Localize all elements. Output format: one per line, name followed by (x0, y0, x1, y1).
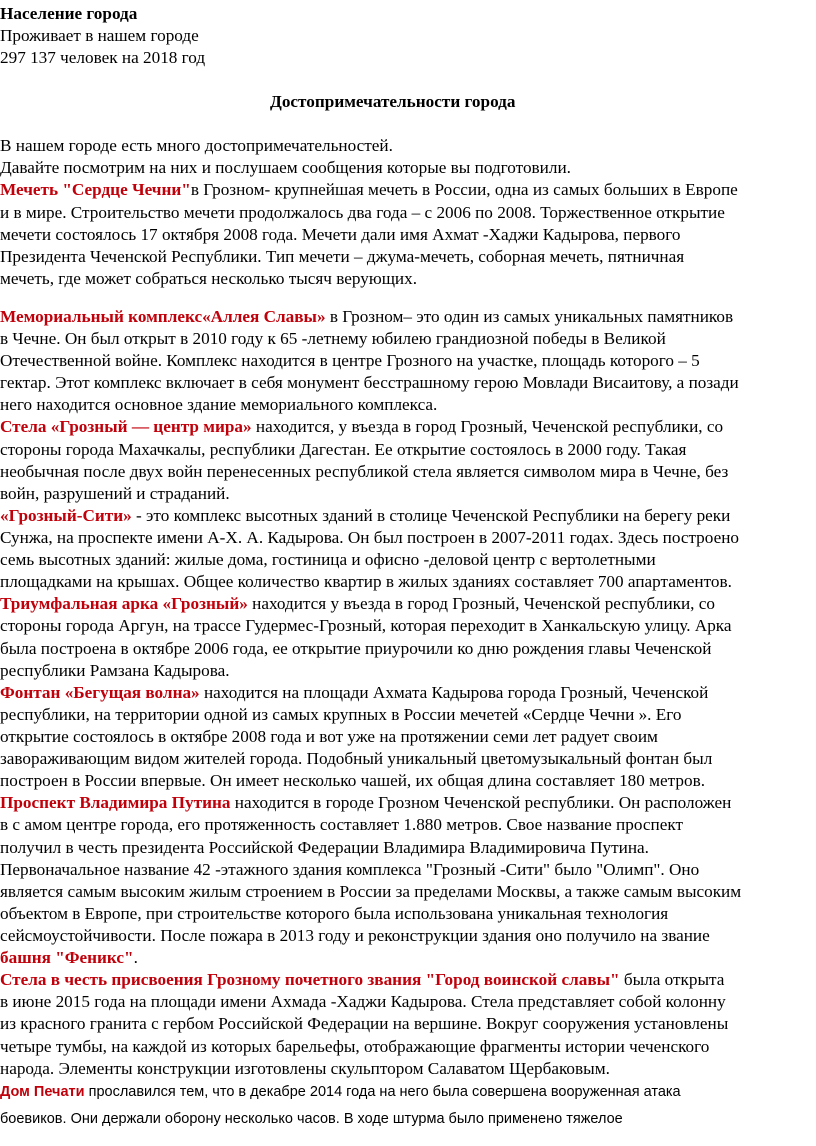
city-line: площадками на крышах. Общее количество квартир в жилых зданиях составляет 700 апартаментов. (0, 572, 732, 591)
memorial-line: него находится основное здание мемориального комплекса. (0, 395, 438, 414)
mosque-line: мечеть, где может собраться несколько тысяч верующих. (0, 269, 418, 288)
fountain-line: открытие состоялось в октябре 2008 года и вот уже на протяжении семи лет радует своим (0, 727, 658, 746)
population-heading: Население города (0, 4, 138, 23)
memorial-title: Мемориальный комплекс«Аллея Славы» (0, 307, 326, 326)
stele-peace-line: стороны города Махачкалы, республики Дагестан. Ее открытие состоялось в 2000 году. Такая (0, 440, 687, 459)
mosque-line: и в мире. Строительство мечети продолжалось два года – с 2006 по 2008. Торжественное открытие (0, 203, 725, 222)
fountain-line: построен в России впервые. Он имеет несколько чашей, их общая длина составляет 180 метров. (0, 771, 705, 790)
stele-peace-line: Стела «Грозный — центр мира» находится, у въезда в город Грозный, Чеченской республики, со (0, 417, 724, 436)
memorial-line: гектар. Этот комплекс включает в себя монумент бесстрашному герою Мовлади Висаитову, а позади (0, 373, 739, 392)
fountain-line: республики, на территории одной из самых крупных в России мечетей «Сердце Чечни ». Его (0, 705, 682, 724)
mosque-title: Мечеть "Сердце Чечни" (0, 180, 191, 199)
population-line: 297 137 человек на 2018 год (0, 48, 206, 67)
fountain-title: Фонтан «Бегущая волна» (0, 683, 200, 702)
city-line: «Грозный-Сити» - это комплекс высотных зданий в столице Чеченской Республики на берегу реки (0, 506, 731, 525)
prospect-line: в с амом центре города, его протяженность составляет 1.880 метров. Свое название проспект (0, 815, 683, 834)
intro-line: Давайте посмотрим на них и послушаем сообщения которые вы подготовили. (0, 158, 571, 177)
fountain-line: завораживающим видом жителей города. Подобный уникальный цветомузыкальный фонтан был (0, 749, 713, 768)
stele-glory-title: Стела в честь присвоения Грозному почетного звания "Город воинской славы" (0, 970, 620, 989)
stele-glory-line: Стела в честь присвоения Грозному почетного звания "Город воинской славы" была открыта (0, 970, 725, 989)
stele-peace-line: войн, разрушений и страданий. (0, 484, 230, 503)
intro-line: В нашем городе есть много достопримечательностей. (0, 136, 393, 155)
arch-line: была построена в октябре 2006 года, ее открытие приурочили ко дню рождения главы Чеченской (0, 639, 712, 658)
prospect-line: сейсмоустойчивости. После пожара в 2013 году и реконструкции здания оно получило на звание (0, 926, 710, 945)
phoenix-tower-name: башня "Феникс" (0, 948, 134, 967)
memorial-line: в Чечне. Он был открыт в 2010 году к 65 -летнему юбилею грандиозной победы в Великой (0, 329, 666, 348)
memorial-line: Мемориальный комплекс«Аллея Славы» в Грозном– это один из самых уникальных памятников (0, 307, 734, 326)
stele-peace-line: необычная после двух войн перенесенных республикой стела является символом мира в Чечне, без (0, 462, 729, 481)
arch-line: республики Рамзана Кадырова. (0, 661, 230, 680)
prospect-line: объектом в Европе, при строительстве которого была использована уникальная технология (0, 904, 669, 923)
mosque-line: мечети состоялось 17 октября 2008 года. Мечети дали имя Ахмат -Хаджи Кадырова, первого (0, 225, 681, 244)
arch-line: Триумфальная арка «Грозный» находится у въезда в город Грозный, Чеченской республики, со (0, 594, 716, 613)
population-line: Проживает в нашем городе (0, 26, 199, 45)
city-line: семь высотных зданий: жилые дома, гостиница и офисно -деловой центр с вертолетными (0, 550, 656, 569)
prospect-line: получил в честь президента Российской Федерации Владимира Владимировича Путина. (0, 838, 649, 857)
stele-glory-line: в июне 2015 года на площади имени Ахмада -Хаджи Кадырова. Стела представляет собой колонну (0, 992, 726, 1011)
press-house-line: Дом Печати прославился тем, что в декабре 2014 года на него была совершена вооруженная атака (0, 1084, 681, 1100)
sights-heading: Достопримечательности города (270, 92, 516, 111)
stele-peace-title: Стела «Грозный — центр мира» (0, 417, 252, 436)
mosque-line: Мечеть "Сердце Чечни"в Грозном- крупнейшая мечеть в России, одна из самых больших в Европе (0, 180, 738, 199)
city-line: Сунжа, на проспекте имени А-Х. А. Кадырова. Он был построен в 2007-2011 годах. Здесь построено (0, 528, 740, 547)
press-house-title: Дом Печати (0, 1084, 85, 1100)
fountain-line: Фонтан «Бегущая волна» находится на площади Ахмата Кадырова города Грозный, Чеченской (0, 683, 709, 702)
prospect-line: является самым высоким жилым строением в России за пределами Москвы, а также самым высоким (0, 882, 742, 901)
mosque-line: Президента Чеченской Республики. Тип мечети – джума-мечеть, соборная мечеть, пятничная (0, 247, 685, 266)
press-house-line: боевиков. Они держали оборону несколько часов. В ходе штурма было применено тяжелое (0, 1111, 623, 1127)
city-title: «Грозный-Сити» (0, 506, 132, 525)
stele-glory-line: из красного гранита с гербом Российской Федерации на вершине. Вокруг сооружения установлены (0, 1014, 729, 1033)
memorial-line: Отечественной войне. Комплекс находится в центре Грозного на участке, площадь которого – 5 (0, 351, 700, 370)
prospect-title: Проспект Владимира Путина (0, 793, 231, 812)
stele-glory-line: народа. Элементы конструкции изготовлены скульптором Салаватом Щербаковым. (0, 1059, 610, 1078)
prospect-line: Проспект Владимира Путина находится в городе Грозном Чеченской республики. Он расположен (0, 793, 732, 812)
prospect-line: Первоначальное название 42 -этажного здания комплекса "Грозный -Сити" было "Олимп". Оно (0, 860, 700, 879)
arch-title: Триумфальная арка «Грозный» (0, 594, 248, 613)
arch-line: стороны города Аргун, на трассе Гудермес-Грозный, которая переходит в Ханкальскую улицу. Арка (0, 616, 732, 635)
prospect-line: башня "Феникс". (0, 948, 138, 967)
stele-glory-line: четыре тумбы, на каждой из которых барельефы, отображающие фрагменты истории чеченского (0, 1037, 710, 1056)
